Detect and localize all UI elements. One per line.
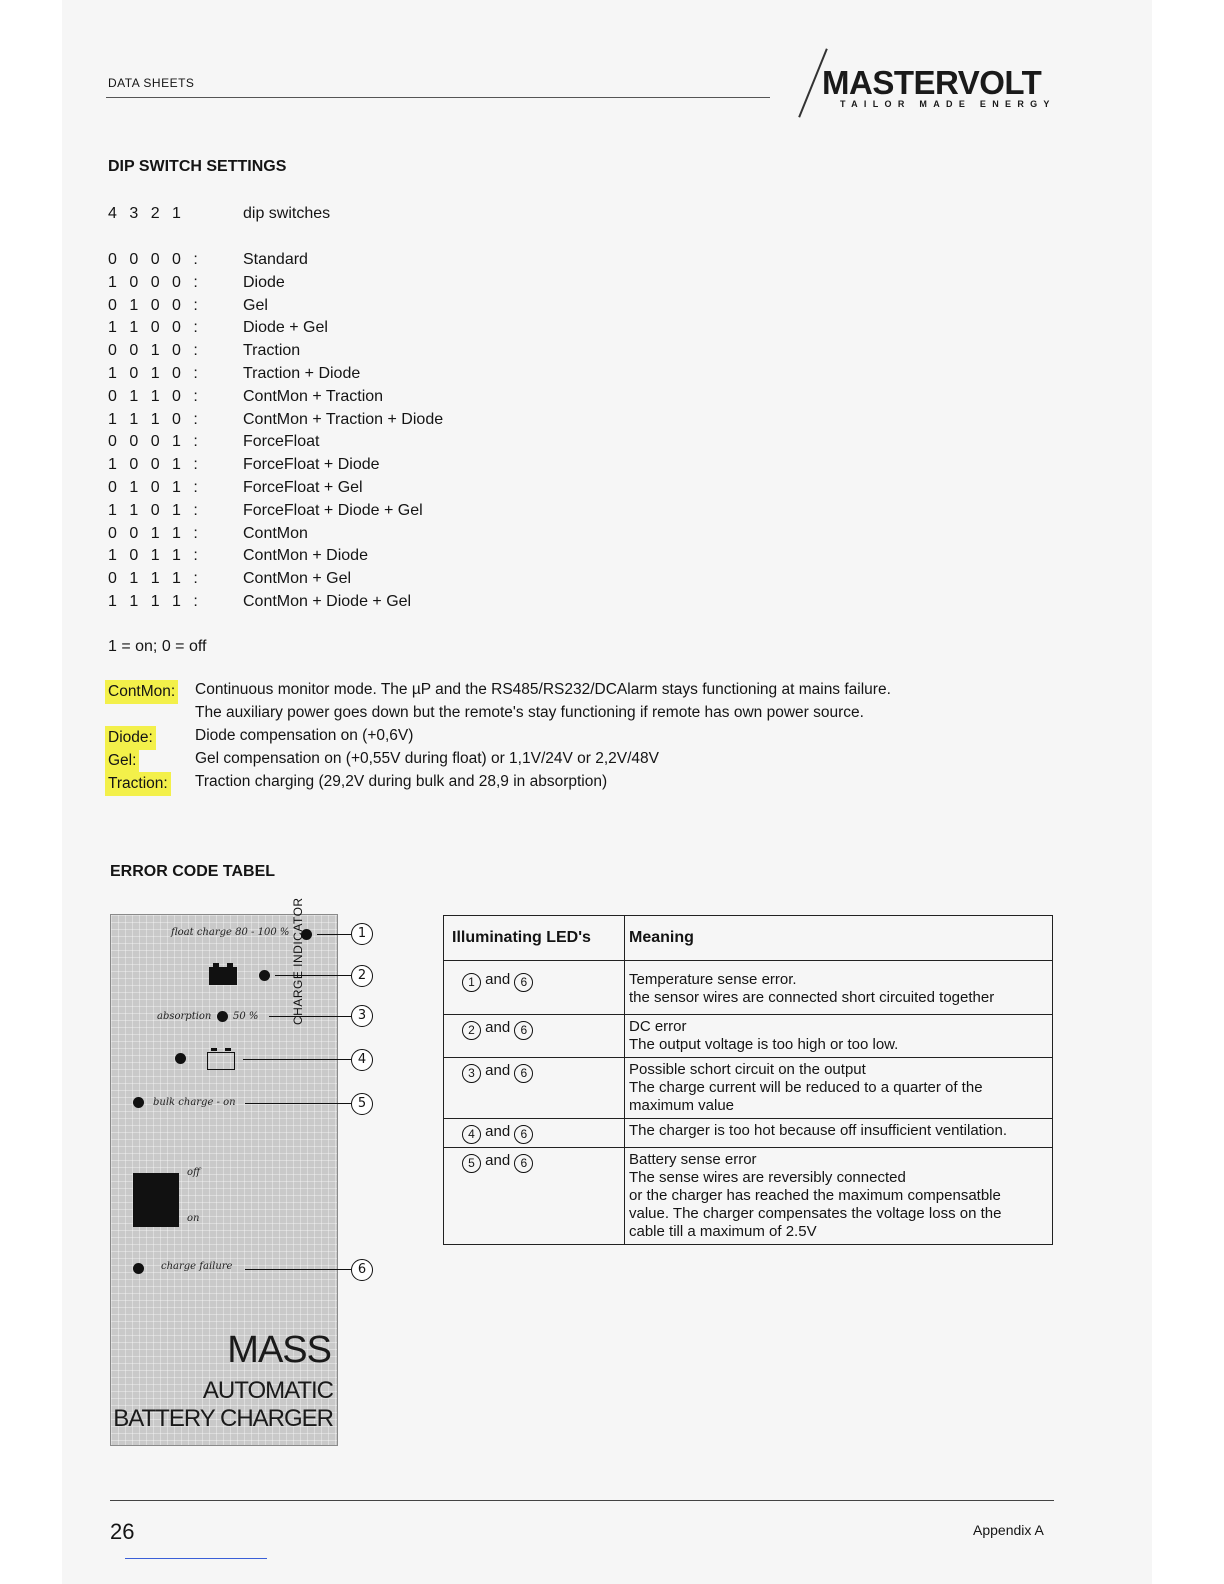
meaning-line: Battery sense error [629, 1151, 757, 1168]
dip-bits: 0 0 0 1 : [108, 433, 198, 451]
leader-line [245, 1103, 351, 1104]
dip-bits: 0 0 0 0 : [108, 251, 198, 268]
dip-row [108, 341, 443, 364]
table-row [444, 1119, 1053, 1148]
leader-line [275, 975, 351, 976]
charge-failure-label: charge failure [161, 1261, 233, 1272]
meaning-cell [625, 1058, 1053, 1119]
dip-mode: ContMon + Diode [243, 547, 368, 565]
led-number: 6 [514, 973, 533, 992]
definition-text: Diode compensation on (+0,6V) [195, 727, 414, 744]
meaning-line: The sense wires are reversibly connected [629, 1169, 906, 1186]
and-text: and [485, 971, 511, 988]
meaning-line: or the charger has reached the maximum compensatble [629, 1187, 1001, 1204]
led-absorption [217, 1011, 228, 1022]
meaning-cell [625, 961, 1053, 1015]
dip-bits: 0 1 0 1 : [108, 478, 198, 496]
brand-mass: MASS [227, 1329, 331, 1371]
dip-mode: ContMon + Diode + Gel [243, 592, 412, 610]
marker-2: 2 [351, 965, 373, 987]
definition-text: Traction charging (29,2V during bulk and 28,9 in absorption) [195, 773, 608, 790]
battery-full-icon [209, 967, 237, 985]
leader-line [317, 934, 351, 935]
table-row [444, 1058, 1053, 1119]
page-number: 26 [110, 1519, 135, 1544]
header-rule [106, 97, 770, 98]
marker-3: 3 [351, 1005, 373, 1027]
led-battery-full [259, 970, 270, 981]
and-text: and [485, 1123, 511, 1140]
dip-legend: 1 = on; 0 = off [108, 638, 207, 655]
dip-row [108, 273, 443, 296]
led-battery-low [175, 1053, 186, 1064]
logo-tagline: TAILOR MADE ENERGY [840, 99, 1056, 109]
dip-header-bits: 4 3 2 1 [108, 205, 181, 222]
table-header-row [444, 916, 1053, 961]
dip-row [108, 546, 443, 569]
marker-5: 5 [351, 1093, 373, 1115]
dip-mode: Gel [243, 296, 268, 314]
dip-row [108, 296, 443, 319]
led-charge-failure [133, 1263, 144, 1274]
mastervolt-logo [818, 64, 1062, 114]
dip-mode: ForceFloat + Diode + Gel [243, 501, 423, 519]
dip-mode: Traction + Diode [243, 364, 361, 382]
float-charge-label: float charge 80 - 100 % [171, 927, 290, 938]
dip-bits: 1 1 1 0 : [108, 410, 198, 428]
and-text: and [485, 1062, 511, 1079]
dip-bits: 1 0 1 1 : [108, 547, 198, 565]
dip-settings-list [108, 250, 443, 615]
dip-mode: Traction [243, 342, 301, 360]
brand-battery-charger: BATTERY CHARGER [113, 1405, 333, 1432]
table-row [444, 1148, 1053, 1245]
meaning-line: The charger is too hot because off insufficient ventilation. [629, 1122, 1008, 1139]
and-text: and [485, 1152, 511, 1169]
dip-row [108, 410, 443, 433]
dip-row [108, 501, 443, 524]
led-number: 6 [514, 1064, 533, 1083]
dip-mode: ForceFloat + Diode [243, 456, 380, 474]
definition-text: The auxiliary power goes down but the remote's stay functioning if remote has own power source. [195, 704, 864, 721]
column-header-meaning: Meaning [625, 916, 1053, 961]
dip-bits: 0 1 0 0 : [108, 296, 198, 314]
dip-bits: 1 1 0 1 : [108, 501, 198, 519]
dip-row [108, 250, 443, 273]
table-row [444, 1015, 1053, 1058]
led-number: 1 [462, 973, 481, 992]
led-bulk-charge [133, 1097, 144, 1108]
dip-header-row [108, 205, 330, 223]
dip-row [108, 455, 443, 478]
led-number: 6 [514, 1021, 533, 1040]
section-label: DATA SHEETS [108, 76, 195, 90]
footer-rule [110, 1500, 1054, 1501]
dip-mode: ForceFloat + Gel [243, 478, 363, 496]
charger-front-panel [110, 897, 367, 1446]
dip-switch-title: DIP SWITCH SETTINGS [108, 158, 287, 175]
dip-bits: 0 0 1 1 : [108, 524, 198, 542]
dip-mode: ContMon + Traction + Diode [243, 410, 444, 428]
definition-term: ContMon: [105, 680, 178, 704]
leader-line [269, 1016, 351, 1017]
meaning-line: The charge current will be reduced to a quarter of the [629, 1079, 983, 1096]
meaning-line: Temperature sense error. [629, 971, 797, 988]
error-code-title: ERROR CODE TABEL [110, 863, 276, 880]
leader-line [243, 1059, 351, 1060]
led-combination [444, 1148, 625, 1245]
led-number: 6 [514, 1154, 533, 1173]
led-number: 3 [462, 1064, 481, 1083]
led-number: 4 [462, 1125, 481, 1144]
meaning-cell [625, 1148, 1053, 1245]
dip-row [108, 478, 443, 501]
marker-6: 6 [351, 1259, 373, 1281]
marker-1: 1 [351, 923, 373, 945]
charge-indicator-label: CHARGE INDICATOR [291, 897, 305, 1025]
table-row [444, 961, 1053, 1015]
dip-row [108, 569, 443, 592]
definition-term: Diode: [105, 726, 156, 750]
brand-automatic: AUTOMATIC [202, 1377, 333, 1404]
dip-bits: 1 0 1 0 : [108, 364, 198, 382]
column-header-leds: Illuminating LED's [444, 916, 625, 961]
led-number: 2 [462, 1021, 481, 1040]
led-number: 5 [462, 1154, 481, 1173]
meaning-line: cable till a maximum of 2.5V [629, 1223, 817, 1240]
battery-empty-icon [207, 1052, 235, 1070]
leader-line [245, 1269, 351, 1270]
power-switch [133, 1173, 179, 1227]
led-combination [444, 1119, 625, 1148]
absorption-label: absorption [157, 1011, 212, 1022]
definition-text: Gel compensation on (+0,55V during float) or 1,1V/24V or 2,2V/48V [195, 750, 659, 767]
dip-mode: ContMon + Traction [243, 387, 384, 405]
appendix-label: Appendix A [973, 1522, 1044, 1538]
dip-row [108, 364, 443, 387]
meaning-line: value. The charger compensates the voltage loss on the [629, 1205, 1002, 1222]
dip-mode: Diode [243, 273, 285, 291]
meaning-line: maximum value [629, 1097, 735, 1114]
absorption-percent: 50 % [233, 1011, 259, 1022]
dip-row [108, 524, 443, 547]
dip-row [108, 387, 443, 410]
dip-bits: 0 0 1 0 : [108, 342, 198, 360]
dip-row [108, 432, 443, 455]
error-code-table [443, 915, 1053, 1245]
meaning-line: The output voltage is too high or too low. [629, 1036, 899, 1053]
meaning-line: the sensor wires are connected short circuited together [629, 989, 995, 1006]
dip-bits: 1 1 1 1 : [108, 592, 198, 610]
dip-mode: Standard [243, 251, 308, 268]
switch-on-label: on [187, 1213, 200, 1224]
dip-bits: 1 1 0 0 : [108, 319, 198, 337]
dip-mode: ForceFloat [243, 433, 320, 451]
bulk-charge-label: bulk charge - on [153, 1097, 236, 1108]
definition-term: Traction: [105, 772, 171, 796]
dip-mode: Diode + Gel [243, 319, 328, 337]
dip-mode: ContMon [243, 524, 308, 542]
led-combination [444, 1058, 625, 1119]
scan-artifact-line [125, 1558, 267, 1559]
meaning-cell [625, 1015, 1053, 1058]
led-combination [444, 1015, 625, 1058]
dip-bits: 0 1 1 0 : [108, 387, 198, 405]
led-combination [444, 961, 625, 1015]
meaning-line: DC error [629, 1018, 687, 1035]
marker-4: 4 [351, 1049, 373, 1071]
dip-bits: 1 0 0 1 : [108, 456, 198, 474]
definition-text: Continuous monitor mode. The µP and the RS485/RS232/DCAlarm stays functioning at mains failure. [195, 681, 891, 698]
definition-term: Gel: [105, 749, 139, 773]
meaning-cell [625, 1119, 1053, 1148]
led-number: 6 [514, 1125, 533, 1144]
dip-bits: 1 0 0 0 : [108, 273, 198, 291]
dip-bits: 0 1 1 1 : [108, 570, 198, 588]
dip-header-label: dip switches [243, 205, 331, 222]
and-text: and [485, 1019, 511, 1036]
dip-row [108, 592, 443, 615]
meaning-line: Possible schort circuit on the output [629, 1061, 866, 1078]
dip-row [108, 318, 443, 341]
dip-mode: ContMon + Gel [243, 570, 352, 588]
switch-off-label: off [187, 1167, 201, 1178]
logo-name: MASTERVOLT [822, 64, 1042, 101]
